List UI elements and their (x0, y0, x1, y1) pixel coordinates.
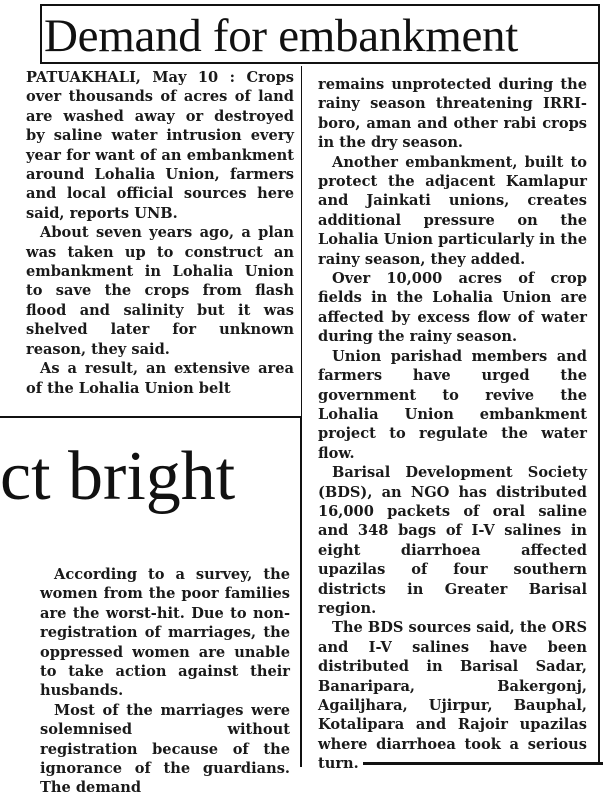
right-rule (598, 4, 600, 764)
second-article-body (40, 565, 290, 798)
paragraph: PATUAKHALI, May 10 : Crops over thousands of acres of land are washed away or destroyed by saline water intrusion every year for want of an embankment around Lohalia Union, farmers and local official sources here said, reports UNB. (26, 69, 294, 222)
left-rule (40, 4, 42, 64)
paragraph: About seven years ago, a plan was taken up to construct an embankment in Lohalia Union to save the crops from flash flood and salinity but it was shelved later for unknown reason, they said. (26, 224, 294, 358)
second-article-headline: ct bright (0, 438, 236, 515)
paragraph: The BDS sources said, the ORS and I-V salines have been distributed in Barisal Sadar, Banaripara, Bakergonj, Agailjhara, Ujirpur, Bauphal, Kotalipara and Rajoir upazilas where diarrhoea took a serious turn. (318, 619, 587, 773)
paragraph: Barisal Development Society (BDS), an NGO has distributed 16,000 packets of oral saline and 348 bags of I-V salines in eight diarrhoea affected upazilas of four southern districts in Greater Barisal region. (318, 464, 587, 617)
headline: Demand for embankment (44, 10, 518, 62)
column-divider-left (301, 66, 302, 416)
headline-underline (40, 62, 600, 64)
paragraph: Another embankment, built to protect the adjacent Kamlapur and Jainkati unions, creates additional pressure on the Lohalia Union particularly in the rainy season, they added. (318, 153, 587, 268)
paragraph: Most of the marriages were solemnised without registration because of the ignorance of the guardians. The demand (40, 701, 290, 797)
article-column-1 (26, 68, 294, 398)
article-column-2 (318, 75, 587, 774)
paragraph: According to a survey, the women from the poor families are the worst-hit. Due to non-registration of marriages, the oppressed women are unable to take action against their husbands. (40, 566, 290, 700)
top-rule (40, 4, 600, 6)
paragraph: As a result, an extensive area of the Lohalia Union belt (26, 360, 294, 397)
box-right-rule (300, 416, 302, 767)
paragraph: Union parishad members and farmers have urged the government to revive the Lohalia Union embankment project to regulate the water flow. (318, 347, 587, 462)
paragraph: remains unprotected during the rainy season threatening IRRI-boro, aman and other rabi crops in the dry season. (318, 76, 587, 152)
box-top-rule (0, 416, 302, 418)
paragraph: Over 10,000 acres of crop fields in the Lohalia Union are affected by excess flow of water during the rainy season. (318, 270, 587, 346)
